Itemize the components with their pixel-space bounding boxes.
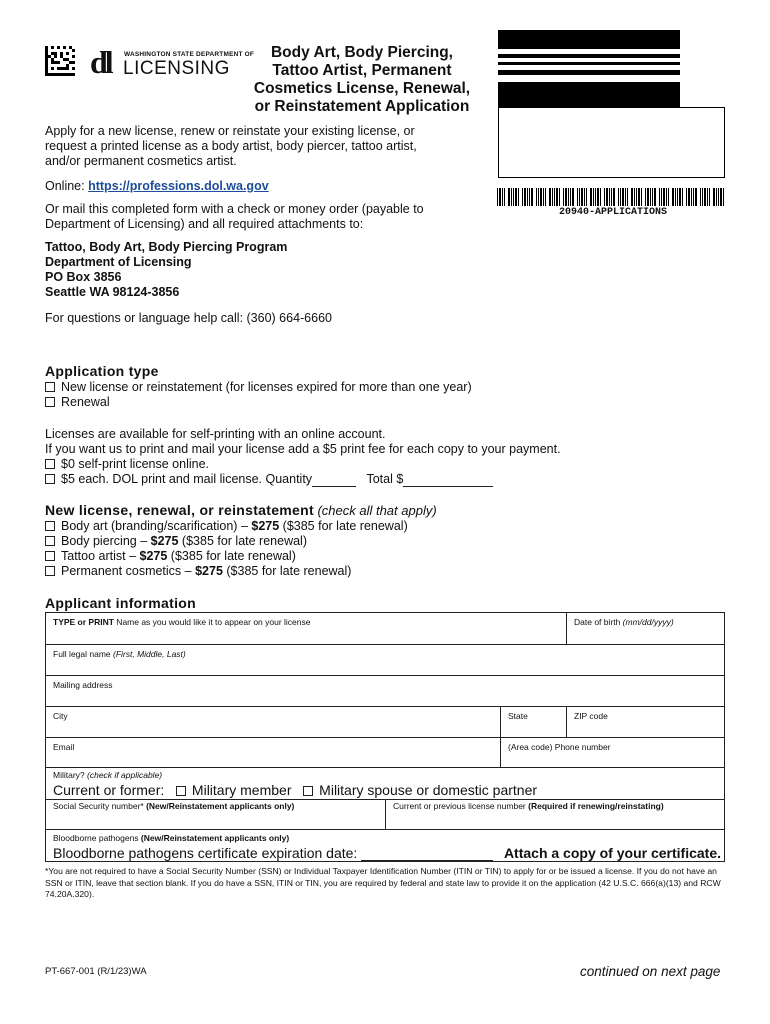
help-line: For questions or language help call: (360) 664-6660 [45, 311, 332, 325]
application-type-options [45, 380, 472, 410]
checkbox[interactable] [303, 786, 313, 796]
online-line: Online: https://professions.dol.wa.gov [45, 179, 269, 193]
mailing-address: Tattoo, Body Art, Body Piercing Program Department of Licensing PO Box 3856 Seattle WA 98124-3856 [45, 240, 288, 299]
option-body-piercing[interactable]: Body piercing – $275 ($385 for late renewal) [45, 534, 408, 549]
option-tattoo-artist[interactable]: Tattoo artist – $275 ($385 for late renewal) [45, 549, 408, 564]
checkbox[interactable] [45, 536, 55, 546]
option-self-print[interactable]: $0 self-print license online. [45, 457, 561, 472]
city-field[interactable]: City [53, 711, 68, 721]
phone-field[interactable]: (Area code) Phone number [500, 738, 724, 767]
checkbox[interactable] [45, 459, 55, 469]
mailing-address-field[interactable]: Mailing address [46, 676, 724, 707]
applicant-form [45, 612, 725, 862]
state-field[interactable]: State [500, 707, 566, 737]
attach-certificate-note: Attach a copy of your certificate. [503, 845, 721, 861]
online-link[interactable]: https://professions.dol.wa.gov [88, 179, 269, 193]
logo-department-line: WASHINGTON STATE DEPARTMENT OF [124, 51, 255, 58]
city-row [46, 707, 724, 738]
license-section-heading: New license, renewal, or reinstatement (check all that apply) [45, 502, 437, 518]
checkbox[interactable] [45, 566, 55, 576]
checkbox[interactable] [45, 382, 55, 392]
option-body-art[interactable]: Body art (branding/scarification) – $275 ($385 for late renewal) [45, 519, 408, 534]
date-of-birth-field[interactable]: Date of birth (mm/dd/yyyy) [566, 613, 724, 644]
barcode [497, 188, 727, 206]
dol-licensing-logo [90, 44, 255, 80]
quantity-field[interactable] [312, 474, 356, 487]
contact-row [46, 738, 724, 768]
option-permanent-cosmetics[interactable]: Permanent cosmetics – $275 ($385 for late renewal) [45, 564, 408, 579]
applicant-heading: Applicant information [45, 595, 196, 611]
print-note: Licenses are available for self-printing with an online account. If you want us to print and mail your license add a $5 print fee for each copy to your payment. $0 self-print license online. $5 each. DOL print and mail license. Quantity Total $ [45, 427, 561, 486]
ssn-footnote: *You are not required to have a Social Security Number (SSN) or Individual Taxpayer Identification Number (ITIN or TIN) to apply for or be issued a license. If you do not have an SSN or ITIN, leave that section blank. If you do have a SSN, ITIN or TIN, you are required by federal and state law to provide it on the application (42 U.S.C. 666(a)(13) and RCW 74.20A.320). [45, 866, 721, 899]
checkbox[interactable] [45, 474, 55, 484]
display-name-field[interactable]: TYPE or PRINT Name as you would like it to appear on your license [53, 617, 311, 627]
barcode-text: 20940-APPLICATIONS [558, 207, 668, 218]
email-field[interactable]: Email [53, 742, 75, 752]
ssn-field[interactable]: Social Security number* (New/Reinstatement applicants only) [53, 801, 295, 811]
option-new-license[interactable]: New license or reinstatement (for licenses expired for more than one year) [45, 380, 472, 395]
legal-name-field[interactable]: Full legal name (First, Middle, Last) [46, 645, 724, 676]
option-dol-print[interactable]: $5 each. DOL print and mail license. Quantity Total $ [45, 472, 561, 487]
office-use-box [498, 107, 725, 178]
form-code: PT-667-001 (R/1/23)WA [45, 966, 147, 977]
intro-text: Apply for a new license, renew or reinstate your existing license, or request a printed license as a body artist, body piercer, tattoo artist, and/or permanent cosmetics artist. [45, 124, 417, 168]
continued-note: continued on next page [580, 964, 721, 979]
checkbox[interactable] [45, 551, 55, 561]
bloodborne-row: Bloodborne pathogens (New/Reinstatement applicants only) Bloodborne pathogens certificate expiration date: Attach a copy of your certificate. [53, 833, 721, 861]
option-military-spouse[interactable]: Military spouse or domestic partner [303, 782, 537, 798]
license-options [45, 519, 408, 579]
option-renewal[interactable]: Renewal [45, 395, 472, 410]
mail-instructions: Or mail this completed form with a check or money order (payable to Department of Licensing) and all required attachments to: [45, 202, 424, 231]
bloodborne-expiration-field[interactable] [361, 848, 493, 861]
id-row [46, 800, 724, 830]
checkbox[interactable] [45, 397, 55, 407]
checkbox[interactable] [45, 521, 55, 531]
qr-code [45, 46, 75, 76]
zip-field[interactable]: ZIP code [566, 707, 724, 737]
dol-logo-mark: dl [90, 44, 111, 80]
total-field[interactable] [403, 474, 493, 487]
option-military-member[interactable]: Military member [176, 782, 292, 798]
license-number-field[interactable]: Current or previous license number (Required if renewing/reinstating) [385, 800, 724, 829]
name-row [46, 613, 724, 645]
logo-licensing-word: LICENSING [123, 58, 230, 79]
form-title: Body Art, Body Piercing, Tattoo Artist, Permanent Cosmetics License, Renewal, or Reinstatement Application [253, 44, 471, 115]
military-row: Military? (check if applicable) Current or former: Military member Military spouse or domestic partner [46, 768, 724, 800]
office-use-stripes [498, 30, 680, 107]
checkbox[interactable] [176, 786, 186, 796]
application-type-heading: Application type [45, 363, 159, 379]
